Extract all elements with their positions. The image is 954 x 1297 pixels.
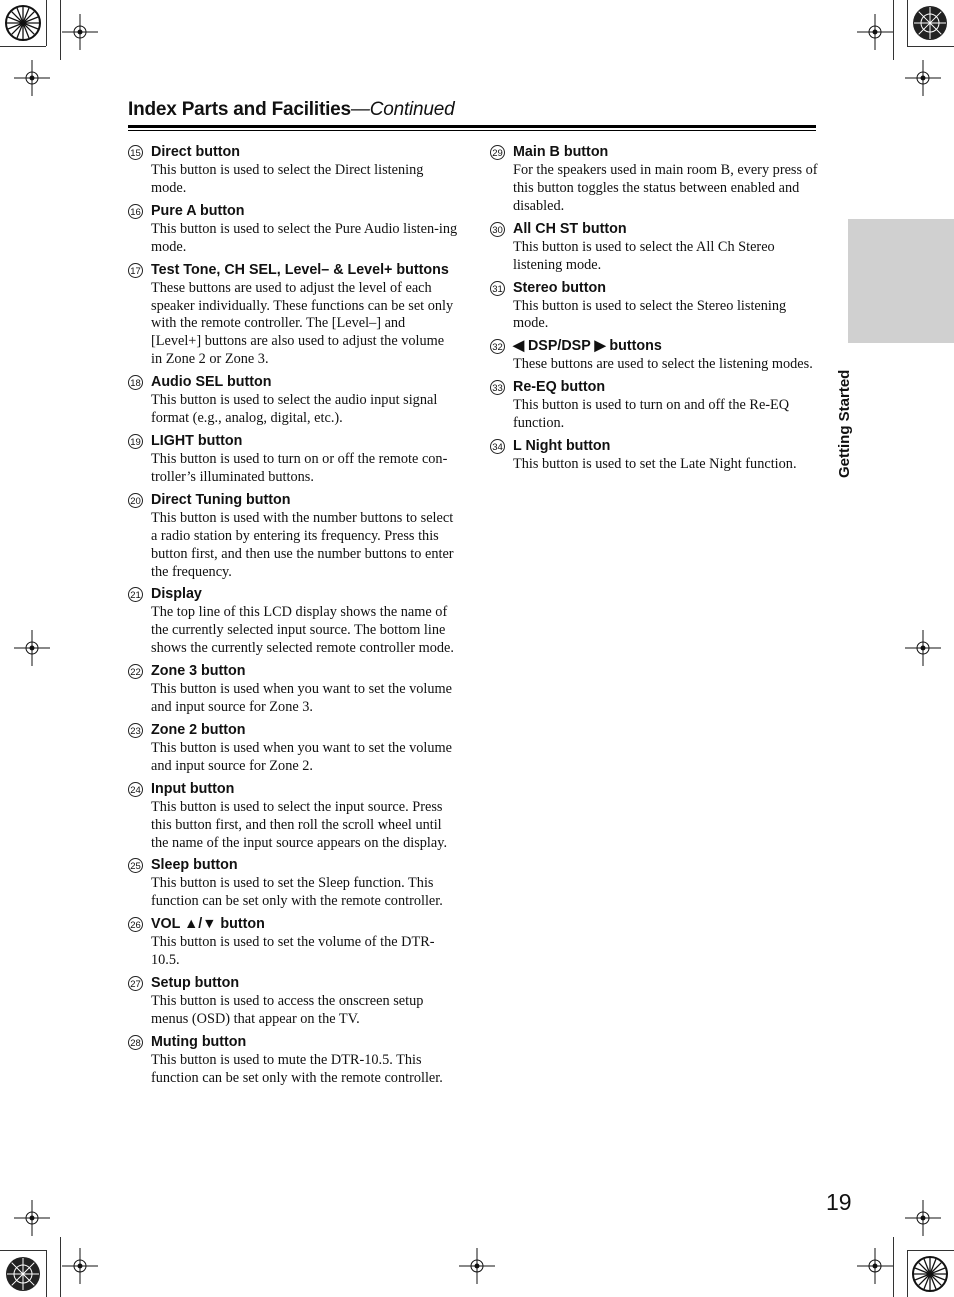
list-item (128, 491, 458, 582)
list-item (128, 432, 458, 487)
header-rule-thin (128, 130, 816, 131)
item-number-badge: 29 (490, 145, 505, 160)
crop-line (0, 46, 46, 47)
list-item (128, 585, 458, 658)
crosshair-mark-icon (903, 628, 943, 668)
section-side-tab (848, 219, 954, 343)
item-number-badge: 15 (128, 145, 143, 160)
item-number-badge: 23 (128, 723, 143, 738)
item-description: This button is used to select the All Ch Stereo listening mode. (513, 238, 775, 273)
crosshair-mark-icon (903, 1198, 943, 1238)
page-header (128, 99, 816, 121)
item-title: Main B button (513, 144, 609, 160)
item-title: Pure A button (151, 202, 245, 219)
list-item (490, 220, 820, 275)
item-number-badge: 28 (128, 1035, 143, 1050)
item-description: The top line of this LCD display shows the name of the currently selected input source. The bottom line shows the currently selected remote controller mode. (151, 604, 454, 657)
item-description: This button is used to set the Late Night function. (513, 456, 797, 473)
crosshair-mark-icon (855, 1246, 895, 1286)
crop-line (60, 1237, 61, 1297)
item-description: This button is used to set the Sleep function. This function can be set only with the remote controller. (151, 875, 443, 910)
crosshair-mark-icon (855, 12, 895, 52)
item-title: L Night button (513, 438, 611, 455)
page-title-text: Index Parts and Facilities (128, 99, 351, 120)
item-number-badge: 31 (490, 281, 505, 296)
crosshair-mark-icon (12, 628, 52, 668)
item-title: Muting button (151, 1033, 247, 1050)
list-item (490, 437, 820, 474)
item-title: Direct button (151, 144, 240, 160)
item-description: This button is used to select the input source. Press this button first, and then roll the scroll wheel until the name of the input source appears on the display. (151, 798, 448, 851)
item-number-badge: 27 (128, 976, 143, 991)
crosshair-mark-icon (903, 58, 943, 98)
item-number-badge: 26 (128, 917, 143, 932)
item-title: LIGHT button (151, 432, 243, 449)
item-number-badge: 18 (128, 375, 143, 390)
registration-target-icon (3, 1254, 43, 1294)
item-number-badge: 30 (490, 222, 505, 237)
item-title: Input button (151, 780, 235, 797)
item-title: Re-EQ button (513, 379, 606, 396)
crop-line (46, 1250, 47, 1297)
item-number-badge: 19 (128, 434, 143, 449)
item-title: Sleep button (151, 857, 238, 874)
crosshair-mark-icon (60, 1246, 100, 1286)
item-description: These buttons are used to adjust the level of each speaker individually. These functions can be set only with the remote controller. The [Level–] and [Level+] buttons are also used to adjust the volume in Zone 2 or Zone 3. (151, 279, 454, 368)
list-item (490, 337, 820, 374)
section-side-label: Getting Started (836, 369, 853, 478)
crosshair-mark-icon (12, 58, 52, 98)
list-item (490, 143, 820, 216)
item-description: This button is used to turn on and off the Re-EQ function. (513, 397, 790, 432)
crop-line (907, 0, 908, 46)
item-title: VOL ▲/▼ button (151, 916, 265, 933)
item-description: This button is used with the number buttons to select a radio station by entering its frequency. Press this button first, and then use the number buttons to enter the frequency. (151, 509, 454, 580)
item-description: These buttons are used to select the listening modes. (513, 356, 813, 373)
crop-line (907, 1250, 908, 1297)
list-item (128, 143, 458, 198)
list-item (128, 202, 458, 257)
item-description: This button is used to select the Direct listening mode. (151, 162, 424, 196)
item-number-badge: 21 (128, 587, 143, 602)
left-column (128, 143, 458, 1092)
item-description: This button is used to mute the DTR-10.5. This function can be set only with the remote controller. (151, 1051, 443, 1086)
item-description: This button is used to select the Stereo listening mode. (513, 297, 787, 332)
page-number: 19 (826, 1189, 852, 1215)
page-title (128, 99, 816, 121)
crop-line (907, 46, 954, 47)
list-item (128, 1033, 458, 1088)
list-item (128, 974, 458, 1029)
list-item (128, 780, 458, 853)
item-title: Test Tone, CH SEL, Level– & Level+ buttons (151, 261, 449, 278)
registration-target-icon (910, 1254, 950, 1294)
item-description: This button is used to select the Pure Audio listen-ing mode. (151, 220, 458, 255)
item-number-badge: 25 (128, 858, 143, 873)
item-description: This button is used to access the onscreen setup menus (OSD) that appear on the TV. (151, 993, 424, 1027)
item-description: For the speakers used in main room B, every press of this button toggles the status between enabled and disabled. (513, 162, 818, 214)
item-title: All CH ST button (513, 220, 627, 237)
crop-line (907, 1250, 954, 1251)
list-item (128, 915, 458, 970)
crosshair-mark-icon (457, 1246, 497, 1286)
crop-line (60, 0, 61, 60)
list-item (128, 721, 458, 776)
item-description: This button is used to turn on or off the remote con-troller’s illuminated buttons. (151, 450, 448, 485)
item-description: This button is used when you want to set the volume and input source for Zone 3. (151, 681, 452, 716)
item-number-badge: 33 (490, 380, 505, 395)
item-title: Audio SEL button (151, 374, 272, 391)
item-title: Setup button (151, 975, 240, 992)
registration-target-icon (910, 3, 950, 43)
page-title-continued: —Continued (350, 99, 455, 120)
crosshair-mark-icon (60, 12, 100, 52)
list-item (128, 373, 458, 428)
item-title: Zone 3 button (151, 663, 246, 680)
item-number-badge: 17 (128, 263, 143, 278)
item-number-badge: 32 (490, 339, 505, 354)
registration-target-icon (3, 3, 43, 43)
item-description: This button is used to set the volume of the DTR-10.5. (151, 934, 435, 969)
crop-line (0, 1250, 46, 1251)
crosshair-mark-icon (12, 1198, 52, 1238)
item-description: This button is used to select the audio input signal format (e.g., analog, digital, etc.). (151, 392, 438, 427)
list-item (128, 662, 458, 717)
item-title: ◀ DSP/DSP ▶ buttons (513, 338, 662, 355)
header-rule-thick (128, 125, 816, 128)
crop-line (46, 0, 47, 46)
item-number-badge: 16 (128, 204, 143, 219)
item-title: Display (151, 586, 202, 603)
item-number-badge: 24 (128, 782, 143, 797)
crop-line (893, 1237, 894, 1297)
right-column (490, 143, 820, 478)
item-title: Stereo button (513, 279, 606, 296)
list-item (490, 279, 820, 334)
crop-line (893, 0, 894, 60)
item-number-badge: 22 (128, 664, 143, 679)
item-title: Direct Tuning button (151, 491, 291, 508)
item-number-badge: 20 (128, 493, 143, 508)
list-item (128, 856, 458, 911)
item-description: This button is used when you want to set the volume and input source for Zone 2. (151, 739, 452, 774)
list-item (490, 378, 820, 433)
item-number-badge: 34 (490, 439, 505, 454)
item-title: Zone 2 button (151, 721, 246, 738)
list-item (128, 261, 458, 370)
